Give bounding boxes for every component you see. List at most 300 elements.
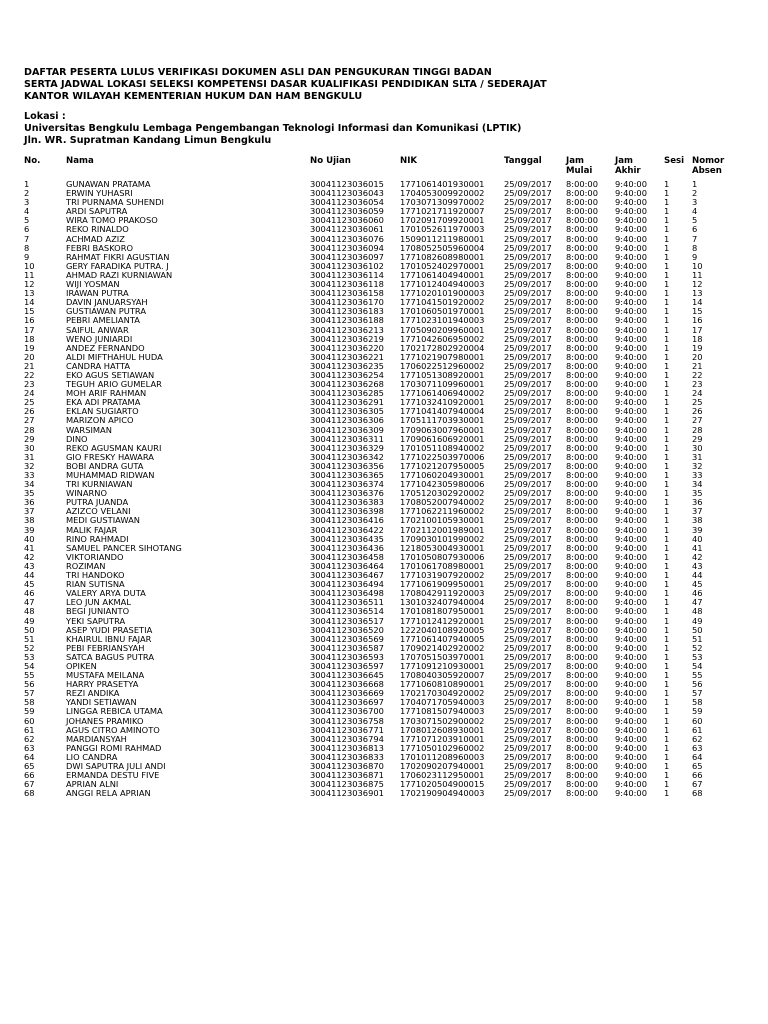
cell-sesi: 1 xyxy=(664,625,670,635)
cell-jam-mulai: 8:00:00 xyxy=(566,416,598,426)
cell-tanggal: 25/09/2017 xyxy=(504,489,552,499)
cell-tanggal: 25/09/2017 xyxy=(504,707,552,717)
cell-no-ujian: 30041123036285 xyxy=(310,389,384,399)
table-row xyxy=(22,416,740,425)
table-row xyxy=(22,553,740,562)
cell-nomor-absen: 3 xyxy=(692,198,698,208)
cell-jam-mulai: 8:00:00 xyxy=(566,434,598,444)
cell-no: 14 xyxy=(24,298,35,308)
cell-nik: 1706023112950001 xyxy=(400,771,485,781)
cell-sesi: 1 xyxy=(664,680,670,690)
cell-no: 66 xyxy=(24,771,35,781)
cell-no: 39 xyxy=(24,525,35,535)
cell-jam-mulai: 8:00:00 xyxy=(566,280,598,290)
cell-no: 47 xyxy=(24,598,35,608)
cell-nik: 1701081807950001 xyxy=(400,607,485,617)
cell-tanggal: 25/09/2017 xyxy=(504,534,552,544)
cell-nomor-absen: 35 xyxy=(692,489,703,499)
cell-no: 21 xyxy=(24,361,35,371)
cell-sesi: 1 xyxy=(664,234,670,244)
table-row xyxy=(22,435,740,444)
cell-no-ujian: 30041123036305 xyxy=(310,407,384,417)
cell-jam-mulai: 8:00:00 xyxy=(566,680,598,690)
cell-jam-akhir: 9:40:00 xyxy=(615,434,647,444)
cell-no-ujian: 30041123036054 xyxy=(310,198,384,208)
table-row xyxy=(22,762,740,771)
cell-jam-akhir: 9:40:00 xyxy=(615,180,647,189)
cell-nama: MARDIANSYAH xyxy=(66,734,127,744)
cell-no: 35 xyxy=(24,489,35,499)
cell-no-ujian: 30041123036170 xyxy=(310,298,384,308)
cell-nama: ERWIN YUHASRI xyxy=(66,189,133,199)
cell-sesi: 1 xyxy=(664,243,670,253)
table-row xyxy=(22,753,740,762)
cell-sesi: 1 xyxy=(664,671,670,681)
cell-jam-mulai: 8:00:00 xyxy=(566,270,598,280)
cell-no-ujian: 30041123036569 xyxy=(310,634,384,644)
cell-no: 7 xyxy=(24,234,30,244)
cell-no: 60 xyxy=(24,716,35,726)
cell-jam-mulai: 8:00:00 xyxy=(566,652,598,662)
cell-nama: ALDI MIFTHAHUL HUDA xyxy=(66,352,163,362)
cell-nik: 1771041501920002 xyxy=(400,298,485,308)
cell-tanggal: 25/09/2017 xyxy=(504,280,552,290)
cell-tanggal: 25/09/2017 xyxy=(504,389,552,399)
cell-no-ujian: 30041123036254 xyxy=(310,370,384,380)
cell-jam-akhir: 9:40:00 xyxy=(615,743,647,753)
cell-jam-akhir: 9:40:00 xyxy=(615,525,647,535)
cell-nik: 1771022503970006 xyxy=(400,452,485,462)
cell-nama: YANDI SETIAWAN xyxy=(66,698,137,708)
cell-jam-mulai: 8:00:00 xyxy=(566,634,598,644)
location-label: Lokasi : xyxy=(24,111,66,122)
cell-no-ujian: 30041123036794 xyxy=(310,734,384,744)
table-row xyxy=(22,516,740,525)
cell-no-ujian: 30041123036188 xyxy=(310,316,384,326)
cell-jam-mulai: 8:00:00 xyxy=(566,343,598,353)
cell-jam-mulai: 8:00:00 xyxy=(566,762,598,771)
cell-sesi: 1 xyxy=(664,307,670,317)
cell-tanggal: 25/09/2017 xyxy=(504,325,552,335)
cell-jam-mulai: 8:00:00 xyxy=(566,707,598,717)
cell-nik: 1702090207940001 xyxy=(400,762,485,771)
cell-no: 51 xyxy=(24,634,35,644)
cell-nama: AZIZCO VELANI xyxy=(66,507,131,517)
cell-nik: 1701061708980001 xyxy=(400,561,485,571)
cell-nama: PEBI FEBRIANSYAH xyxy=(66,643,145,653)
table-row xyxy=(22,571,740,580)
cell-jam-mulai: 8:00:00 xyxy=(566,443,598,453)
cell-no-ujian: 30041123036291 xyxy=(310,398,384,408)
cell-nama: HARRY PRASETYA xyxy=(66,680,139,690)
cell-jam-mulai: 8:00:00 xyxy=(566,525,598,535)
cell-nik: 1701011208960003 xyxy=(400,752,485,762)
cell-nama: EKO AGUS SETIAWAN xyxy=(66,370,155,380)
cell-nama: REKO RINALDO xyxy=(66,225,129,235)
cell-sesi: 1 xyxy=(664,661,670,671)
cell-no-ujian: 30041123036309 xyxy=(310,425,384,435)
cell-no-ujian: 30041123036374 xyxy=(310,480,384,490)
cell-tanggal: 25/09/2017 xyxy=(504,370,552,380)
cell-no-ujian: 30041123036514 xyxy=(310,607,384,617)
col-header-jam-akhir: Jam Akhir xyxy=(615,156,641,176)
cell-no: 33 xyxy=(24,471,35,480)
cell-jam-akhir: 9:40:00 xyxy=(615,580,647,590)
cell-tanggal: 25/09/2017 xyxy=(504,316,552,326)
cell-nama: DINO xyxy=(66,434,88,444)
cell-jam-akhir: 9:40:00 xyxy=(615,380,647,390)
cell-nik: 1771012412920001 xyxy=(400,616,485,626)
cell-sesi: 1 xyxy=(664,480,670,490)
cell-tanggal: 25/09/2017 xyxy=(504,643,552,653)
cell-no-ujian: 30041123036668 xyxy=(310,680,384,690)
cell-tanggal: 25/09/2017 xyxy=(504,261,552,271)
cell-jam-mulai: 8:00:00 xyxy=(566,589,598,599)
cell-sesi: 1 xyxy=(664,461,670,471)
cell-nik: 1704071705940003 xyxy=(400,698,485,708)
cell-nik: 1771061401930001 xyxy=(400,180,485,189)
cell-jam-akhir: 9:40:00 xyxy=(615,243,647,253)
cell-jam-mulai: 8:00:00 xyxy=(566,507,598,517)
table-row xyxy=(22,398,740,407)
cell-tanggal: 25/09/2017 xyxy=(504,425,552,435)
cell-jam-mulai: 8:00:00 xyxy=(566,789,598,799)
cell-no-ujian: 30041123036094 xyxy=(310,243,384,253)
table-row xyxy=(22,635,740,644)
cell-no: 30 xyxy=(24,443,35,453)
cell-nik: 1706022512960002 xyxy=(400,361,485,371)
cell-nama: RAHMAT FIKRI AGUSTIAN xyxy=(66,252,170,262)
cell-jam-mulai: 8:00:00 xyxy=(566,571,598,581)
cell-nomor-absen: 55 xyxy=(692,671,703,681)
table-row xyxy=(22,353,740,362)
cell-jam-mulai: 8:00:00 xyxy=(566,207,598,217)
cell-nik: 1771091210930001 xyxy=(400,661,485,671)
cell-nama: LIO CANDRA xyxy=(66,752,118,762)
cell-nomor-absen: 10 xyxy=(692,261,703,271)
cell-jam-mulai: 8:00:00 xyxy=(566,261,598,271)
cell-tanggal: 25/09/2017 xyxy=(504,434,552,444)
cell-no-ujian: 30041123036436 xyxy=(310,543,384,553)
cell-tanggal: 25/09/2017 xyxy=(504,352,552,362)
cell-nomor-absen: 62 xyxy=(692,734,703,744)
cell-nik: 1771021907980001 xyxy=(400,352,485,362)
cell-no: 55 xyxy=(24,671,35,681)
cell-nama: LINGGA REBICA UTAMA xyxy=(66,707,163,717)
cell-nomor-absen: 54 xyxy=(692,661,703,671)
cell-sesi: 1 xyxy=(664,380,670,390)
cell-nama: ANGGI RELA APRIAN xyxy=(66,789,151,799)
cell-sesi: 1 xyxy=(664,370,670,380)
cell-jam-akhir: 9:40:00 xyxy=(615,780,647,790)
cell-sesi: 1 xyxy=(664,507,670,517)
cell-nama: ERMANDA DESTU FIVE xyxy=(66,771,160,781)
table-row xyxy=(22,526,740,535)
table-body xyxy=(22,180,740,798)
table-row xyxy=(22,307,740,316)
cell-no-ujian: 30041123036771 xyxy=(310,725,384,735)
cell-nik: 1701050807930006 xyxy=(400,552,485,562)
col-header-no-ujian: No Ujian xyxy=(310,156,351,166)
cell-sesi: 1 xyxy=(664,425,670,435)
cell-nik: 1705111703930001 xyxy=(400,416,485,426)
cell-no: 62 xyxy=(24,734,35,744)
col-header-tanggal: Tanggal xyxy=(504,156,542,166)
cell-sesi: 1 xyxy=(664,252,670,262)
table-row xyxy=(22,644,740,653)
cell-tanggal: 25/09/2017 xyxy=(504,543,552,553)
col-header-sesi: Sesi xyxy=(664,156,685,166)
cell-tanggal: 25/09/2017 xyxy=(504,561,552,571)
cell-nomor-absen: 29 xyxy=(692,434,703,444)
cell-nik: 1703071502900002 xyxy=(400,716,485,726)
cell-nik: 1701060501970001 xyxy=(400,307,485,317)
cell-nik: 1771042305980006 xyxy=(400,480,485,490)
cell-tanggal: 25/09/2017 xyxy=(504,716,552,726)
table-row xyxy=(22,244,740,253)
cell-jam-mulai: 8:00:00 xyxy=(566,607,598,617)
cell-jam-akhir: 9:40:00 xyxy=(615,716,647,726)
cell-nik: 1771061404940001 xyxy=(400,270,485,280)
cell-no: 9 xyxy=(24,252,30,262)
cell-nik: 1771081507940003 xyxy=(400,707,485,717)
cell-tanggal: 25/09/2017 xyxy=(504,789,552,799)
cell-no: 49 xyxy=(24,616,35,626)
cell-nomor-absen: 26 xyxy=(692,407,703,417)
cell-nik: 1222040108920005 xyxy=(400,625,485,635)
cell-sesi: 1 xyxy=(664,189,670,199)
cell-tanggal: 25/09/2017 xyxy=(504,652,552,662)
cell-no-ujian: 30041123036220 xyxy=(310,343,384,353)
cell-sesi: 1 xyxy=(664,352,670,362)
cell-nik: 1771061407940005 xyxy=(400,634,485,644)
cell-jam-mulai: 8:00:00 xyxy=(566,452,598,462)
cell-no-ujian: 30041123036398 xyxy=(310,507,384,517)
cell-no-ujian: 30041123036059 xyxy=(310,207,384,217)
cell-jam-akhir: 9:40:00 xyxy=(615,207,647,217)
cell-nomor-absen: 59 xyxy=(692,707,703,717)
cell-no-ujian: 30041123036306 xyxy=(310,416,384,426)
cell-nama: ACHMAD AZIZ xyxy=(66,234,125,244)
cell-sesi: 1 xyxy=(664,598,670,608)
cell-nama: MEDI GUSTIAWAN xyxy=(66,516,141,526)
cell-jam-mulai: 8:00:00 xyxy=(566,252,598,262)
document-title-line-1: DAFTAR PESERTA LULUS VERIFIKASI DOKUMEN ASLI DAN PENGUKURAN TINGGI BADAN xyxy=(24,67,492,78)
cell-jam-akhir: 9:40:00 xyxy=(615,661,647,671)
table-row xyxy=(22,335,740,344)
cell-nama: SAIFUL ANWAR xyxy=(66,325,129,335)
cell-nomor-absen: 28 xyxy=(692,425,703,435)
cell-sesi: 1 xyxy=(664,207,670,217)
cell-nik: 1705120302920002 xyxy=(400,489,485,499)
table-row xyxy=(22,362,740,371)
cell-sesi: 1 xyxy=(664,643,670,653)
cell-no-ujian: 30041123036060 xyxy=(310,216,384,226)
cell-nomor-absen: 41 xyxy=(692,543,703,553)
cell-no: 50 xyxy=(24,625,35,635)
cell-tanggal: 25/09/2017 xyxy=(504,180,552,189)
cell-sesi: 1 xyxy=(664,571,670,581)
table-row xyxy=(22,271,740,280)
cell-jam-akhir: 9:40:00 xyxy=(615,389,647,399)
cell-jam-mulai: 8:00:00 xyxy=(566,771,598,781)
table-row xyxy=(22,344,740,353)
cell-jam-mulai: 8:00:00 xyxy=(566,425,598,435)
cell-nama: BEGI JUNIANTO xyxy=(66,607,130,617)
cell-no-ujian: 30041123036458 xyxy=(310,552,384,562)
cell-tanggal: 25/09/2017 xyxy=(504,680,552,690)
cell-sesi: 1 xyxy=(664,734,670,744)
cell-no: 20 xyxy=(24,352,35,362)
cell-nik: 1509011211980001 xyxy=(400,234,485,244)
cell-jam-mulai: 8:00:00 xyxy=(566,289,598,299)
cell-jam-akhir: 9:40:00 xyxy=(615,316,647,326)
cell-sesi: 1 xyxy=(664,334,670,344)
cell-nomor-absen: 65 xyxy=(692,762,703,771)
table-header-row xyxy=(22,156,740,180)
cell-tanggal: 25/09/2017 xyxy=(504,625,552,635)
table-row xyxy=(22,225,740,234)
table-row xyxy=(22,789,740,798)
cell-nama: PUTRA JUANDA xyxy=(66,498,129,508)
cell-jam-akhir: 9:40:00 xyxy=(615,452,647,462)
cell-no: 27 xyxy=(24,416,35,426)
cell-nik: 1708042911920003 xyxy=(400,589,485,599)
cell-nama: VALERY ARYA DUTA xyxy=(66,589,146,599)
cell-sesi: 1 xyxy=(664,471,670,480)
cell-nama: RINO RAHMADI xyxy=(66,534,129,544)
cell-nomor-absen: 15 xyxy=(692,307,703,317)
cell-nik: 1771082608980001 xyxy=(400,252,485,262)
cell-sesi: 1 xyxy=(664,552,670,562)
cell-no-ujian: 30041123036870 xyxy=(310,762,384,771)
cell-sesi: 1 xyxy=(664,716,670,726)
cell-no: 1 xyxy=(24,180,30,189)
cell-jam-akhir: 9:40:00 xyxy=(615,198,647,208)
cell-no: 18 xyxy=(24,334,35,344)
cell-jam-mulai: 8:00:00 xyxy=(566,743,598,753)
cell-nomor-absen: 44 xyxy=(692,571,703,581)
cell-nomor-absen: 68 xyxy=(692,789,703,799)
cell-nama: DAVIN JANUARSYAH xyxy=(66,298,148,308)
col-header-nik: NIK xyxy=(400,156,418,166)
cell-no-ujian: 30041123036901 xyxy=(310,789,384,799)
cell-no: 59 xyxy=(24,707,35,717)
cell-sesi: 1 xyxy=(664,607,670,617)
cell-nomor-absen: 27 xyxy=(692,416,703,426)
table-row xyxy=(22,389,740,398)
cell-nik: 1702112001989001 xyxy=(400,525,485,535)
cell-nama: DWI SAPUTRA JULI ANDI xyxy=(66,762,166,771)
table-row xyxy=(22,717,740,726)
cell-tanggal: 25/09/2017 xyxy=(504,298,552,308)
table-row xyxy=(22,507,740,516)
cell-jam-akhir: 9:40:00 xyxy=(615,498,647,508)
cell-jam-mulai: 8:00:00 xyxy=(566,561,598,571)
cell-jam-mulai: 8:00:00 xyxy=(566,534,598,544)
table-row xyxy=(22,489,740,498)
col-header-no: No. xyxy=(24,156,41,166)
cell-no: 29 xyxy=(24,434,35,444)
table-row xyxy=(22,626,740,635)
cell-nik: 1709021402920002 xyxy=(400,643,485,653)
cell-jam-akhir: 9:40:00 xyxy=(615,261,647,271)
cell-jam-akhir: 9:40:00 xyxy=(615,289,647,299)
cell-no: 36 xyxy=(24,498,35,508)
cell-nik: 1702091709920001 xyxy=(400,216,485,226)
cell-sesi: 1 xyxy=(664,298,670,308)
cell-nama: WIRA TOMO PRAKOSO xyxy=(66,216,158,226)
cell-no: 48 xyxy=(24,607,35,617)
cell-no-ujian: 30041123036118 xyxy=(310,280,384,290)
cell-no-ujian: 30041123036593 xyxy=(310,652,384,662)
cell-nama: OPIKEN xyxy=(66,661,97,671)
table-row xyxy=(22,471,740,480)
table-row xyxy=(22,498,740,507)
cell-nik: 1771041407940004 xyxy=(400,407,485,417)
cell-jam-akhir: 9:40:00 xyxy=(615,416,647,426)
cell-tanggal: 25/09/2017 xyxy=(504,589,552,599)
cell-nama: MALIK FAJAR xyxy=(66,525,118,535)
cell-no: 34 xyxy=(24,480,35,490)
cell-nik: 1771021207950005 xyxy=(400,461,485,471)
cell-no-ujian: 30041123036494 xyxy=(310,580,384,590)
cell-nama: WINARNO xyxy=(66,489,108,499)
cell-no: 43 xyxy=(24,561,35,571)
cell-nomor-absen: 49 xyxy=(692,616,703,626)
cell-nik: 1771050102960002 xyxy=(400,743,485,753)
cell-no: 58 xyxy=(24,698,35,708)
cell-sesi: 1 xyxy=(664,280,670,290)
cell-nomor-absen: 12 xyxy=(692,280,703,290)
cell-jam-mulai: 8:00:00 xyxy=(566,480,598,490)
cell-sesi: 1 xyxy=(664,752,670,762)
cell-nomor-absen: 61 xyxy=(692,725,703,735)
cell-jam-mulai: 8:00:00 xyxy=(566,307,598,317)
cell-jam-mulai: 8:00:00 xyxy=(566,225,598,235)
cell-jam-mulai: 8:00:00 xyxy=(566,216,598,226)
cell-nomor-absen: 33 xyxy=(692,471,703,480)
location-address: Jln. WR. Supratman Kandang Limun Bengkulu xyxy=(24,135,272,146)
cell-nama: SAMUEL PANCER SIHOTANG xyxy=(66,543,182,553)
cell-no-ujian: 30041123036813 xyxy=(310,743,384,753)
cell-no-ujian: 30041123036669 xyxy=(310,689,384,699)
cell-nama: LEO JUN AKMAL xyxy=(66,598,131,608)
cell-jam-akhir: 9:40:00 xyxy=(615,343,647,353)
participant-table xyxy=(22,156,740,798)
cell-tanggal: 25/09/2017 xyxy=(504,198,552,208)
cell-no: 54 xyxy=(24,661,35,671)
cell-nomor-absen: 37 xyxy=(692,507,703,517)
cell-sesi: 1 xyxy=(664,407,670,417)
cell-tanggal: 25/09/2017 xyxy=(504,270,552,280)
cell-jam-akhir: 9:40:00 xyxy=(615,561,647,571)
cell-tanggal: 25/09/2017 xyxy=(504,289,552,299)
cell-jam-akhir: 9:40:00 xyxy=(615,425,647,435)
cell-sesi: 1 xyxy=(664,543,670,553)
cell-nomor-absen: 48 xyxy=(692,607,703,617)
table-row xyxy=(22,407,740,416)
cell-nama: FEBRI BASKORO xyxy=(66,243,134,253)
cell-jam-mulai: 8:00:00 xyxy=(566,734,598,744)
cell-sesi: 1 xyxy=(664,180,670,189)
cell-no: 32 xyxy=(24,461,35,471)
cell-tanggal: 25/09/2017 xyxy=(504,207,552,217)
cell-no: 57 xyxy=(24,689,35,699)
cell-sesi: 1 xyxy=(664,443,670,453)
table-row xyxy=(22,480,740,489)
table-row xyxy=(22,207,740,216)
